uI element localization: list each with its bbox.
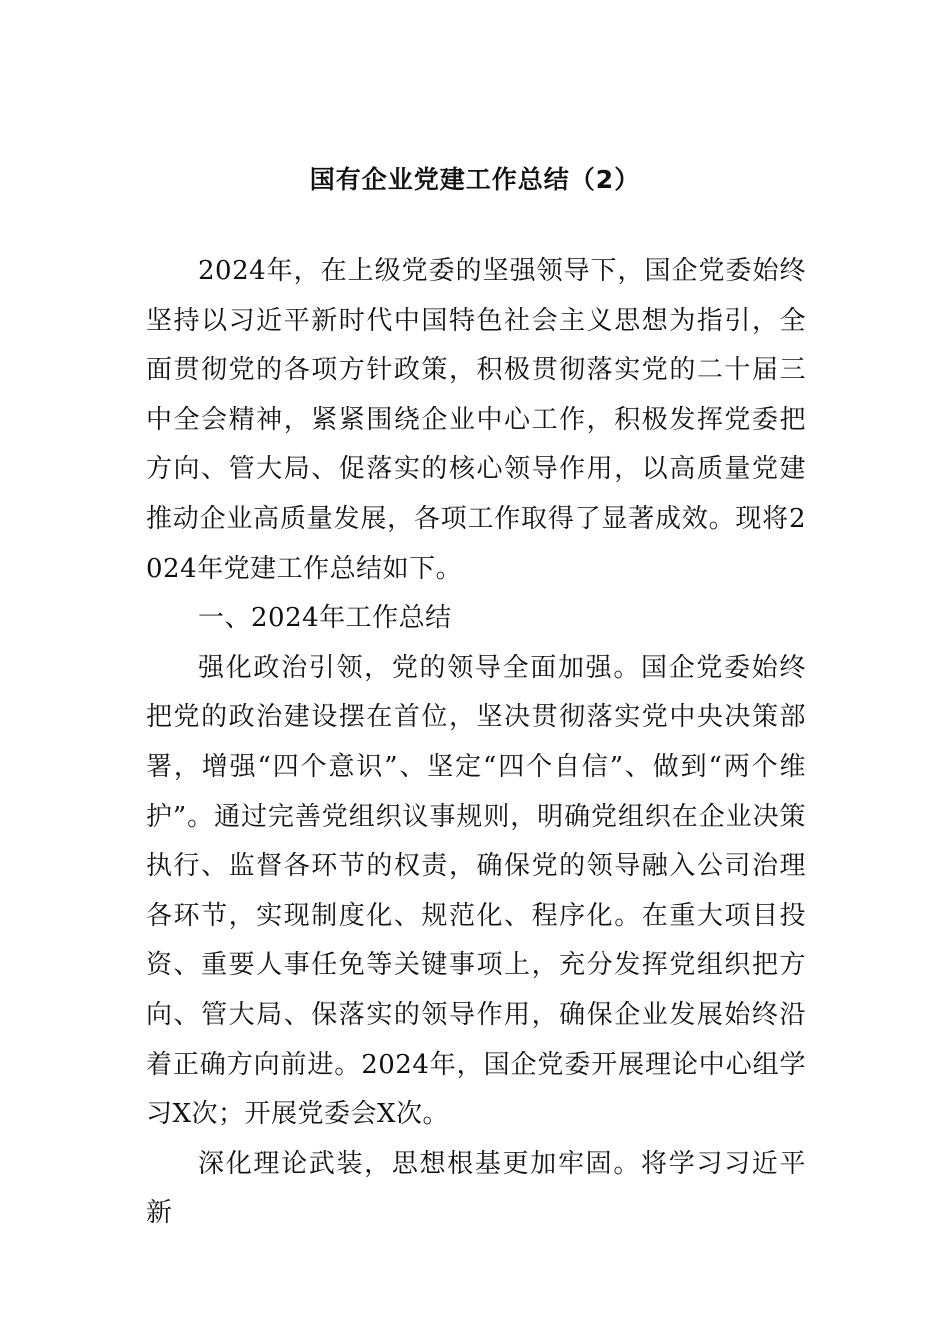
paragraph-intro: 2024年，在上级党委的坚强领导下，国企党委始终坚持以习近平新时代中国特色社会主义思想为指引，全面贯彻党的各项方针政策，积极贯彻落实党的二十届三中全会精神，紧紧围绕企业中心工作，积极发挥党委把方向、管大局、促落实的核心领导作用，以高质量党建推动企业高质量发展，各项工作取得了显著成效。现将2024年党建工作总结如下。 bbox=[146, 256, 806, 584]
document-title: 国有企业党建工作总结（2） bbox=[309, 165, 641, 194]
paragraph-political-leadership: 强化政治引领，党的领导全面加强。国企党委始终把党的政治建设摆在首位，坚决贯彻落实党中央决策部署，增强“四个意识”、坚定“四个自信”、做到“两个维护”。通过完善党组织议事规则，明确党组织在企业决策执行、监督各环节的权责，确保党的领导融入公司治理各环节，实现制度化、规范化、程序化。在重大项目投资、重要人事任免等关键事项上，充分发挥党组织把方向、管大局、保落实的领导作用，确保企业发展始终沿着正确方向前进。2024年，国企党委开展理论中心组学习X次；开展党委会X次。 bbox=[146, 652, 806, 1130]
section-heading-work-summary: 一、2024年工作总结 bbox=[198, 603, 452, 634]
paragraph-theory-study: 深化理论武装，思想根基更加牢固。将学习习近平新 bbox=[146, 1148, 806, 1229]
document-body bbox=[146, 247, 806, 1239]
